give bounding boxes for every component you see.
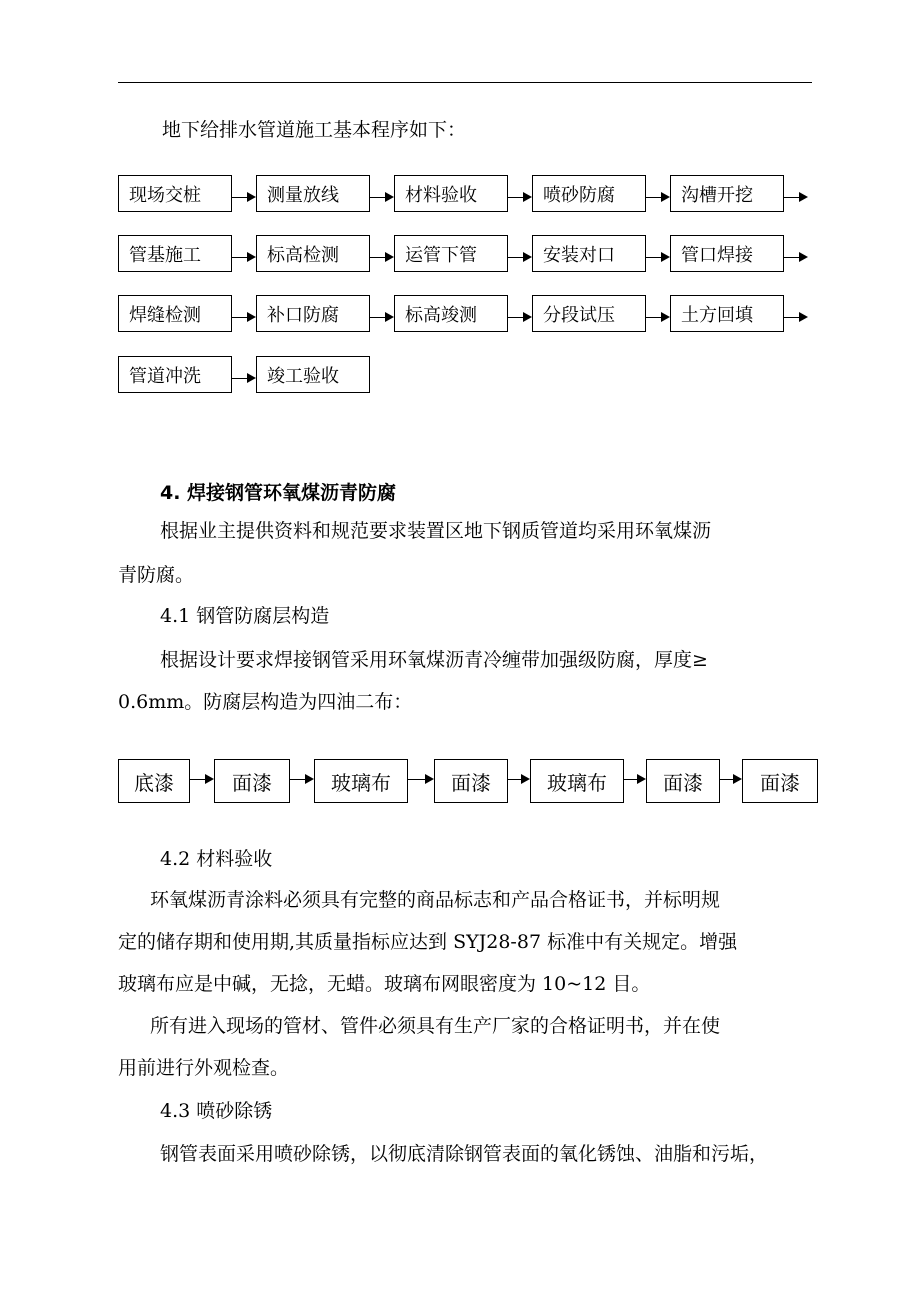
flow-arrow — [508, 257, 530, 258]
flow-arrow — [370, 317, 392, 318]
flow-step-box: 土方回填 — [670, 295, 784, 332]
coating-layer-box: 玻璃布 — [530, 759, 624, 803]
subsection-title: 4.1 钢管防腐层构造 — [160, 605, 330, 627]
flow-arrow — [408, 779, 432, 780]
flow-arrow — [290, 779, 312, 780]
flow-arrow — [784, 257, 806, 258]
flow-step-box: 喷砂防腐 — [532, 175, 646, 212]
coating-layer-box: 面漆 — [214, 759, 290, 803]
flow-arrow — [190, 779, 212, 780]
paragraph-line: 根据业主提供资料和规范要求装置区地下钢质管道均采用环氧煤沥 — [160, 520, 712, 542]
section-heading: 4. 焊接钢管环氧煤沥青防腐 — [160, 482, 397, 504]
flow-step-box: 竣工验收 — [256, 356, 370, 393]
flow-arrow — [646, 317, 668, 318]
coating-layer-box: 面漆 — [434, 759, 508, 803]
flow-arrow — [720, 779, 740, 780]
flow-arrow — [508, 779, 528, 780]
flow-step-box: 管口焊接 — [670, 235, 784, 272]
flow-arrow — [624, 779, 644, 780]
flow-step-box: 标高检测 — [256, 235, 370, 272]
coating-layer-box: 面漆 — [742, 759, 818, 803]
paragraph-line: 0.6mm。防腐层构造为四油二布： — [118, 691, 413, 713]
intro-text: 地下给排水管道施工基本程序如下： — [162, 119, 467, 141]
paragraph-line: 定的储存期和使用期,其质量指标应达到 SYJ28-87 标准中有关规定。增强 — [118, 931, 738, 953]
flow-step-box: 测量放线 — [256, 175, 370, 212]
flow-step-box: 运管下管 — [394, 235, 508, 272]
flow-arrow — [370, 197, 392, 198]
flow-arrow — [784, 317, 806, 318]
flow-step-box: 材料验收 — [394, 175, 508, 212]
paragraph-line: 所有进入现场的管材、管件必须具有生产厂家的合格证明书，并在使 — [150, 1015, 721, 1037]
flow-step-box: 分段试压 — [532, 295, 646, 332]
flow-arrow — [508, 317, 530, 318]
subsection-title: 4.3 喷砂除锈 — [160, 1100, 273, 1122]
flow-step-box: 安装对口 — [532, 235, 646, 272]
flow-step-box: 管道冲洗 — [118, 356, 232, 393]
flow-arrow — [370, 257, 392, 258]
paragraph-line: 用前进行外观检查。 — [118, 1057, 290, 1079]
flow-arrow — [232, 378, 254, 379]
coating-layer-box: 底漆 — [118, 759, 190, 803]
flow-arrow — [232, 257, 254, 258]
paragraph-line: 青防腐。 — [118, 564, 195, 586]
paragraph-line: 钢管表面采用喷砂除锈，以彻底清除钢管表面的氧化锈蚀、油脂和污垢， — [160, 1143, 769, 1165]
coating-layer-box: 面漆 — [646, 759, 720, 803]
paragraph-line: 根据设计要求焊接钢管采用环氧煤沥青冷缠带加强级防腐，厚度≥ — [160, 649, 708, 671]
flow-step-box: 补口防腐 — [256, 295, 370, 332]
paragraph-line: 玻璃布应是中碱，无捻，无蜡。玻璃布网眼密度为 10~12 目。 — [118, 973, 651, 995]
flow-arrow — [784, 197, 806, 198]
subsection-title: 4.2 材料验收 — [160, 848, 273, 870]
coating-layer-box: 玻璃布 — [314, 759, 408, 803]
header-rule — [118, 82, 812, 83]
flow-step-box: 标高竣测 — [394, 295, 508, 332]
flow-step-box: 沟槽开挖 — [670, 175, 784, 212]
flow-arrow — [508, 197, 530, 198]
flow-arrow — [646, 257, 668, 258]
flow-step-box: 现场交桩 — [118, 175, 232, 212]
flow-arrow — [232, 197, 254, 198]
flow-arrow — [232, 317, 254, 318]
paragraph-line: 环氧煤沥青涂料必须具有完整的商品标志和产品合格证书，并标明规 — [150, 889, 721, 911]
flow-step-box: 焊缝检测 — [118, 295, 232, 332]
flow-step-box: 管基施工 — [118, 235, 232, 272]
flow-arrow — [646, 197, 668, 198]
